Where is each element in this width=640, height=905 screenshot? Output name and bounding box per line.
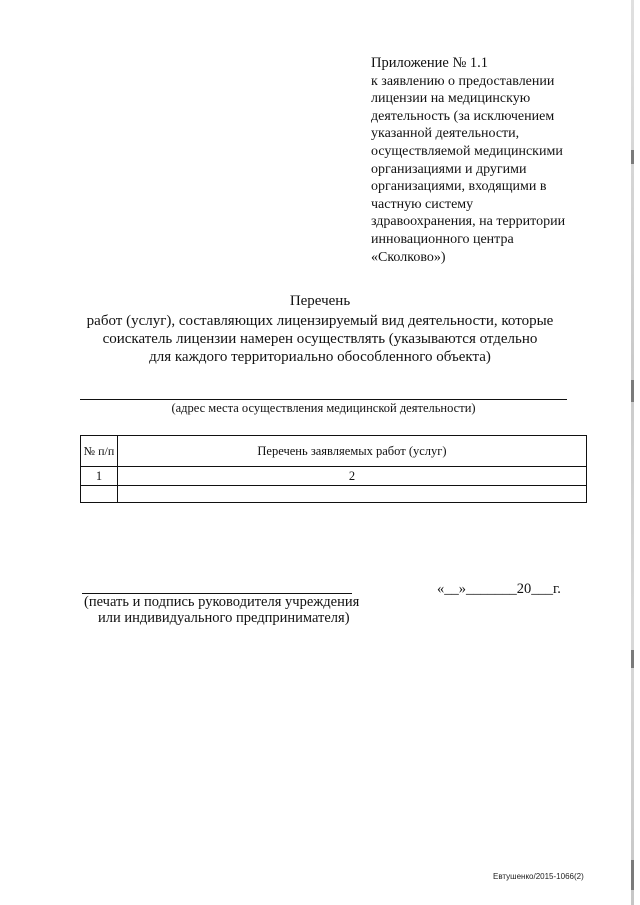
appendix-line: инновационного центра	[371, 231, 514, 247]
scan-edge-artifact	[631, 0, 634, 905]
table-row	[81, 467, 587, 486]
appendix-line: организациями и другими	[371, 161, 527, 177]
table-row	[81, 486, 587, 503]
table-cell: 1	[81, 467, 118, 486]
scan-mark	[631, 150, 634, 164]
appendix-line: указанной деятельности,	[371, 126, 520, 142]
signature-caption-line: или индивидуального предпринимателя)	[98, 610, 350, 626]
subtitle-line: для каждого территориально обособленного объекта)	[149, 349, 491, 365]
footer-code: Евтушенко/2015-1066(2)	[493, 872, 584, 881]
signature-caption-line: (печать и подпись руководителя учреждения	[84, 594, 360, 610]
appendix-line: деятельность (за исключением	[371, 108, 555, 124]
table-cell[interactable]	[81, 486, 118, 503]
appendix-number: Приложение № 1.1	[371, 55, 489, 71]
scan-mark	[631, 380, 634, 402]
table-cell[interactable]	[118, 486, 587, 503]
date-field[interactable]: «__»_______20___г.	[437, 581, 561, 597]
appendix-line: к заявлению о предоставлении	[371, 73, 555, 89]
address-fill-line[interactable]	[80, 399, 567, 400]
scan-mark	[631, 860, 634, 890]
appendix-line: здравоохранения, на территории	[371, 214, 566, 230]
appendix-line: частную систему	[371, 196, 474, 212]
document-title: Перечень	[289, 293, 351, 309]
column-header-works: Перечень заявляемых работ (услуг)	[118, 436, 587, 467]
document-subtitle	[0, 312, 640, 366]
appendix-block	[371, 55, 601, 266]
address-caption: (адрес места осуществления медицинской деятельности)	[171, 401, 476, 415]
signature-caption	[84, 594, 384, 626]
table-header-row	[81, 436, 587, 467]
subtitle-line: соискатель лицензии намерен осуществлять (указываются отдельно	[102, 331, 538, 347]
table-cell: 2	[118, 467, 587, 486]
scan-mark	[631, 650, 634, 668]
appendix-line: организациями, входящими в	[371, 179, 547, 195]
works-table	[80, 435, 587, 503]
column-header-number: № п/п	[81, 436, 118, 467]
appendix-line: осуществляемой медицинскими	[371, 143, 563, 159]
appendix-line: «Сколково»)	[371, 249, 446, 265]
subtitle-line: работ (услуг), составляющих лицензируемый вид деятельности, которые	[86, 313, 554, 329]
appendix-line: лицензии на медицинскую	[371, 91, 531, 107]
